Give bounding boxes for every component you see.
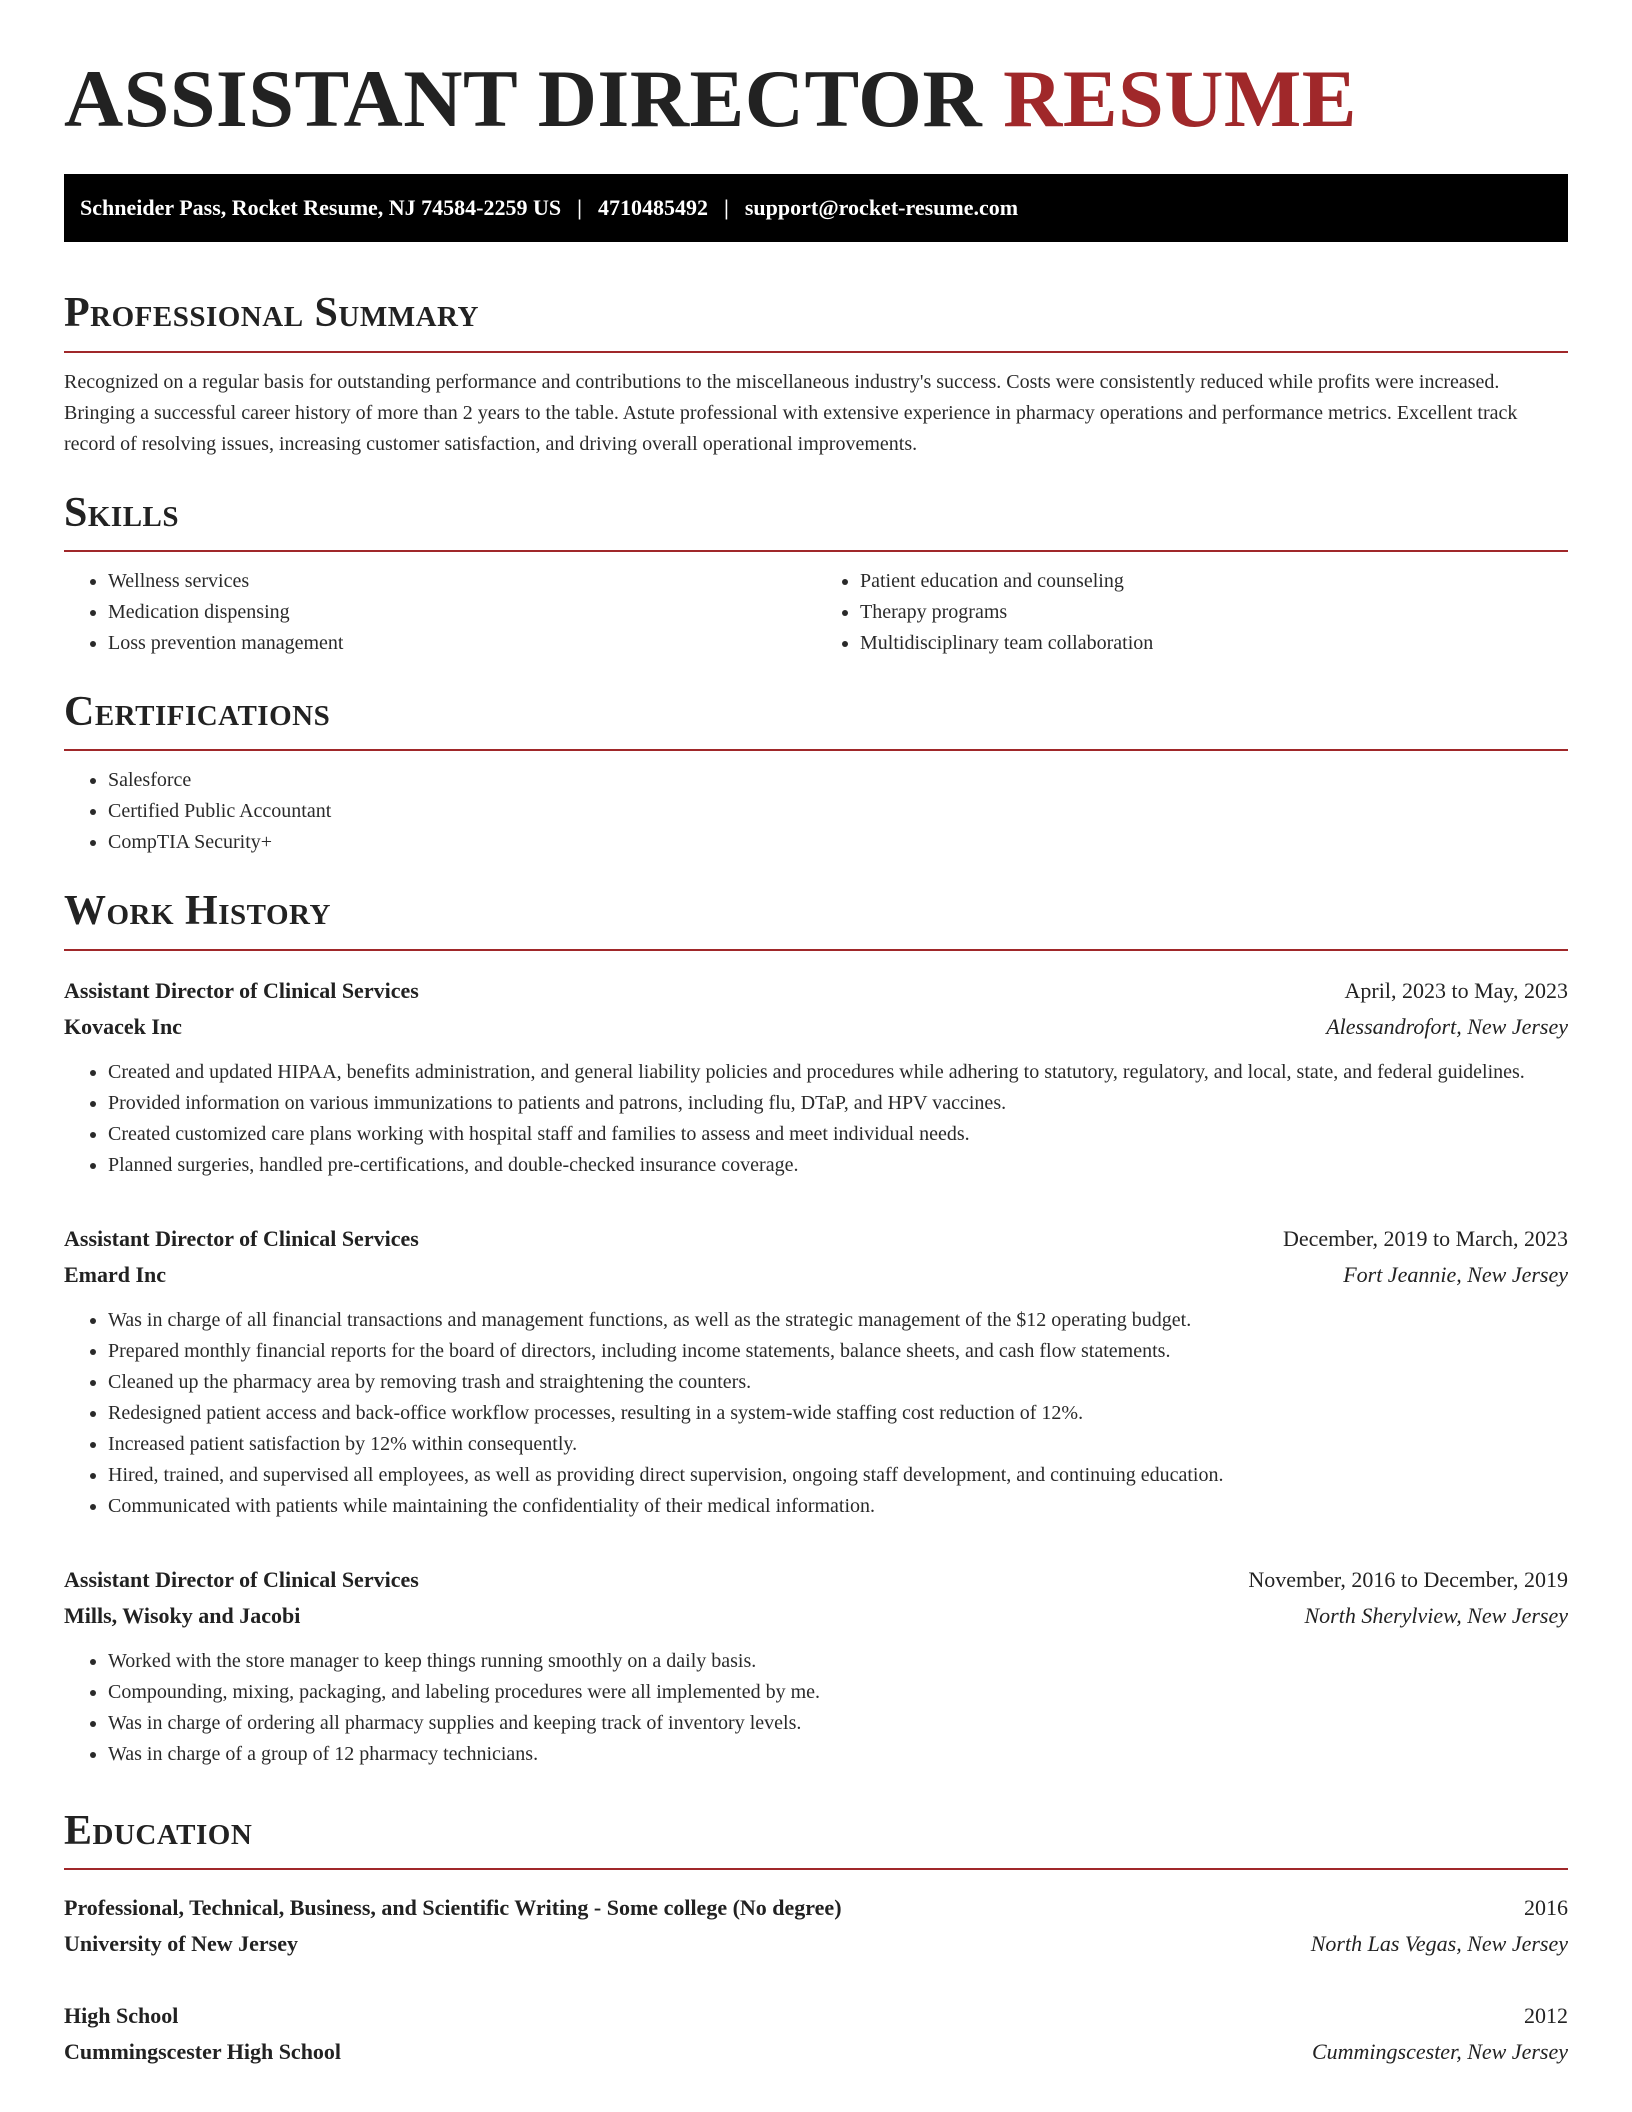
job-company-row [64,1598,1568,1634]
education-school-row [64,1926,1568,1962]
job-company: Kovacek Inc [64,1013,182,1039]
job-bullet: • Communicated with patients while maintaining the confidentiality of their medical information. [108,1491,1568,1522]
job-bullet: • Planned surgeries, handled pre-certifications, and double-checked insurance coverage. [108,1150,1568,1181]
contact-separator: | [577,195,582,221]
job-entry [64,973,1568,1181]
education-location: North Las Vegas, New Jersey [1310,1931,1568,1957]
job-company-row [64,1009,1568,1045]
certification-item: • CompTIA Security+ [108,827,1568,858]
job-company-row [64,1257,1568,1293]
job-bullets [64,1057,1568,1181]
contact-phone: 4710485492 [598,195,708,221]
job-title: Assistant Director of Clinical Services [64,977,419,1003]
job-dates: April, 2023 to May, 2023 [1344,977,1568,1003]
skill-item: • Medication dispensing [108,597,816,628]
job-company: Mills, Wisoky and Jacobi [64,1602,301,1628]
contact-address: Schneider Pass, Rocket Resume, NJ 74584-2259 US [80,195,562,221]
job-bullet: • Provided information on various immunizations to patients and patrons, including flu, DTaP, and HPV vaccines. [108,1088,1568,1119]
certifications-heading: Certifications [64,687,1568,751]
summary-heading: Professional Summary [64,288,1568,352]
skills-section [64,488,1568,659]
job-location: Alessandrofort, New Jersey [1326,1013,1568,1039]
job-entry [64,1562,1568,1770]
certification-item: • Salesforce [108,765,1568,796]
job-title: Assistant Director of Clinical Services [64,1566,419,1592]
job-bullet: • Created customized care plans working with hospital staff and families to assess and meet individual needs. [108,1119,1568,1150]
skill-item: • Multidisciplinary team collaboration [860,628,1568,659]
skills-heading: Skills [64,488,1568,552]
job-bullets [64,1305,1568,1522]
education-entry [64,1998,1568,2070]
skill-item: • Therapy programs [860,597,1568,628]
job-header-row [64,1221,1568,1257]
summary-section [64,288,1568,459]
skills-list-right [816,566,1568,659]
education-header-row [64,1890,1568,1926]
job-bullet: • Redesigned patient access and back-office workflow processes, resulting in a system-wide staffing cost reduction of 12%. [108,1398,1568,1429]
job-bullets [64,1646,1568,1770]
job-bullet: • Prepared monthly financial reports for the board of directors, including income statements, balance sheets, and cash flow statements. [108,1336,1568,1367]
job-bullet: • Created and updated HIPAA, benefits administration, and general liability policies and procedures while adhering to statutory, regulatory, and local, state, and federal guidelines. [108,1057,1568,1088]
job-title: Assistant Director of Clinical Services [64,1225,419,1251]
job-bullet: • Was in charge of ordering all pharmacy supplies and keeping track of inventory levels. [108,1708,1568,1739]
job-header-row [64,973,1568,1009]
job-bullet: • Was in charge of all financial transactions and management functions, as well as the strategic management of the $12 operating budget. [108,1305,1568,1336]
skill-item: • Patient education and counseling [860,566,1568,597]
education-degree: Professional, Technical, Business, and Scientific Writing - Some college (No degree) [64,1895,842,1921]
job-bullet: • Was in charge of a group of 12 pharmacy technicians. [108,1739,1568,1770]
job-bullet: • Increased patient satisfaction by 12% within consequently. [108,1429,1568,1460]
job-bullet: • Hired, trained, and supervised all employees, as well as providing direct supervision, ongoing staff development, and continuing education. [108,1460,1568,1491]
education-header-row [64,1998,1568,2034]
job-bullet: • Cleaned up the pharmacy area by removing trash and straightening the counters. [108,1367,1568,1398]
contact-separator: | [724,195,729,221]
work-history-section [64,886,1568,1769]
education-heading: Education [64,1806,1568,1870]
job-location: Fort Jeannie, New Jersey [1343,1261,1568,1287]
skills-list-left [64,566,816,659]
skills-grid [64,552,1568,659]
skill-item: • Loss prevention management [108,628,816,659]
certification-item: • Certified Public Accountant [108,796,1568,827]
resume-title [64,52,1568,146]
skill-item: • Wellness services [108,566,816,597]
education-entry [64,1890,1568,1962]
education-location: Cummingscester, New Jersey [1311,2039,1568,2065]
work-history-heading: Work History [64,886,1568,950]
contact-email: support@rocket-resume.com [744,195,1019,221]
title-accent: RESUME [1003,53,1357,144]
education-school-row [64,2034,1568,2070]
job-entry [64,1221,1568,1522]
education-school: University of New Jersey [64,1931,298,1957]
job-dates: November, 2016 to December, 2019 [1248,1566,1568,1592]
summary-text: Recognized on a regular basis for outstanding performance and contributions to the miscellaneous industry's success. Costs were consistently reduced while profits were increased. Bringing a successful career history of more than 2 years to the table. Astute professional with extensive experience in pharmacy operations and performance metrics. Excellent track record of resolving issues, increasing customer satisfaction, and driving overall operational improvements. [64,370,1518,455]
job-header-row [64,1562,1568,1598]
education-school: Cummingscester High School [64,2039,342,2065]
certifications-list [64,765,1568,858]
certifications-section [64,687,1568,858]
education-section [64,1806,1568,2070]
job-bullet: • Compounding, mixing, packaging, and labeling procedures were all implemented by me. [108,1677,1568,1708]
education-year: 2016 [1524,1895,1568,1921]
job-company: Emard Inc [64,1261,167,1287]
job-location: North Sherylview, New Jersey [1304,1602,1568,1628]
contact-bar [64,174,1568,242]
title-main: ASSISTANT DIRECTOR [64,53,983,144]
job-bullet: • Worked with the store manager to keep things running smoothly on a daily basis. [108,1646,1568,1677]
education-year: 2012 [1524,2003,1568,2029]
job-dates: December, 2019 to March, 2023 [1282,1225,1568,1251]
education-degree: High School [64,2003,179,2029]
